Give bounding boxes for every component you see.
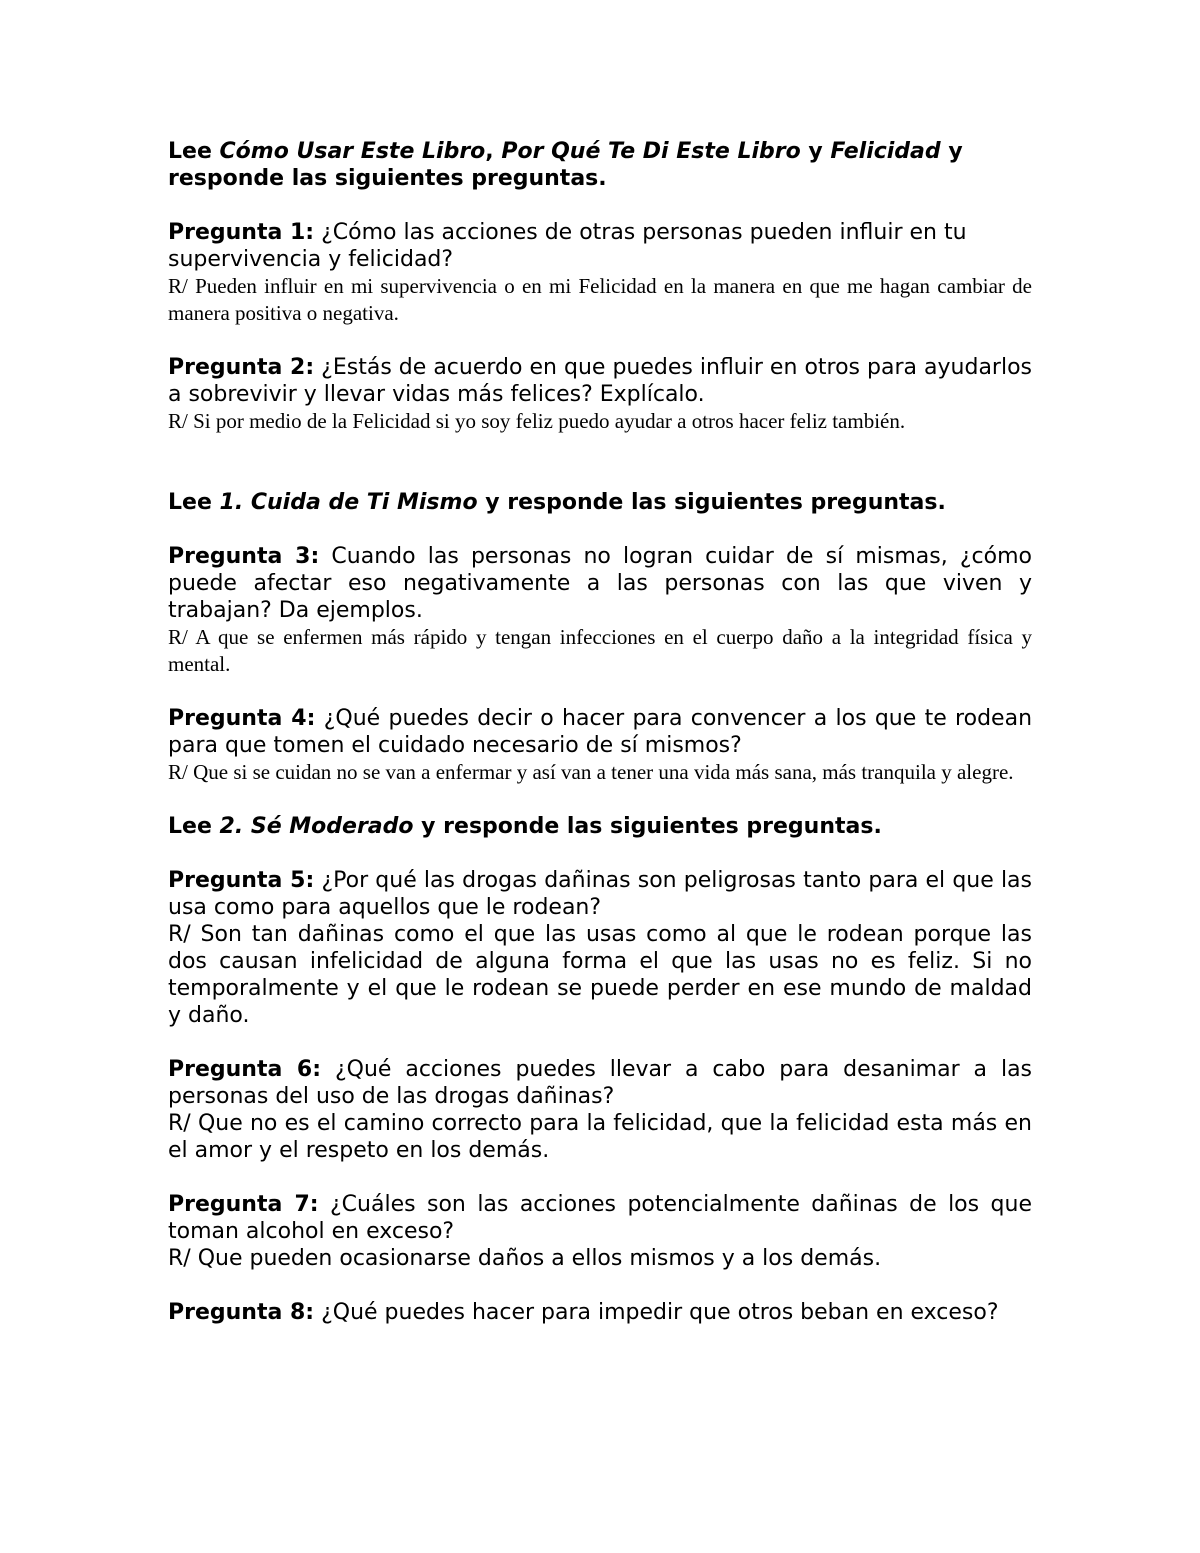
question-3-text: Cuando las personas no logran cuidar de sí mismas, ¿cómo puede afectar eso negativamente a las personas con las que viven y trabajan? Da ejemplos. <box>168 544 1033 623</box>
question-8 <box>168 1299 1032 1326</box>
answer-5: R/ Son tan dañinas como el que las usas como al que le rodean porque las dos causan infelicidad de alguna forma el que las usas no es feliz. Si no temporalmente y el que le rodean se puede perder en ese mundo de maldad y daño. <box>168 922 1032 1028</box>
question-2-text: ¿Estás de acuerdo en que puedes influir en otros para ayudarlos a sobrevivir y llevar vidas más felices? Explícalo. <box>168 355 1033 407</box>
question-1-label: Pregunta 1: <box>168 220 315 245</box>
question-1 <box>168 219 1032 273</box>
section-1-end: y responde las siguientes preguntas. <box>168 139 963 191</box>
section-1-title-2: Por Qué Te Di Este Libro <box>501 139 801 164</box>
question-2 <box>168 354 1032 408</box>
section-2-lee: Lee <box>168 490 220 515</box>
question-5-text: ¿Por qué las drogas dañinas son peligrosas tanto para el que las usa como para aquellos que le rodean? <box>168 868 1033 920</box>
question-8-text: ¿Qué puedes hacer para impedir que otros beban en exceso? <box>314 1300 999 1325</box>
question-2-label: Pregunta 2: <box>168 355 315 380</box>
section-2-end: y responde las siguientes preguntas. <box>477 490 946 515</box>
answer-6: R/ Que no es el camino correcto para la felicidad, que la felicidad esta más en el amor y el respeto en los demás. <box>168 1111 1032 1163</box>
section-1-sep-1: , <box>485 139 502 164</box>
question-7-text: ¿Cuáles son las acciones potencialmente dañinas de los que toman alcohol en exceso? <box>168 1192 1032 1244</box>
question-7-label: Pregunta 7: <box>168 1192 319 1217</box>
question-1-text: ¿Cómo las acciones de otras personas pueden influir en tu supervivencia y felicidad? <box>168 220 967 272</box>
section-1-title-1: Cómo Usar Este Libro <box>219 139 486 164</box>
section-2-title: 1. Cuida de Ti Mismo <box>219 490 478 515</box>
question-4-text: ¿Qué puedes decir o hacer para convencer a los que te rodean para que tomen el cuidado necesario de sí mismos? <box>168 706 1033 758</box>
question-4-label: Pregunta 4: <box>168 706 316 731</box>
question-3-label: Pregunta 3: <box>168 544 320 569</box>
question-5 <box>168 867 1032 921</box>
section-1-sep-2: y <box>800 139 831 164</box>
answer-1: R/ Pueden influir en mi supervivencia o en mi Felicidad en la manera en que me hagan cambiar de manera positiva o negativa. <box>168 274 1032 325</box>
question-5-label: Pregunta 5: <box>168 868 315 893</box>
section-3-lee: Lee <box>168 814 220 839</box>
section-3-title: 2. Sé Moderado <box>219 814 414 839</box>
question-3 <box>168 543 1032 624</box>
section-1-heading <box>168 138 1032 192</box>
question-4 <box>168 705 1032 759</box>
section-1-title-3: Felicidad <box>830 139 941 164</box>
section-3-heading <box>168 813 1032 840</box>
document-page <box>168 138 1032 1326</box>
section-1-lee: Lee <box>168 139 220 164</box>
answer-4: R/ Que si se cuidan no se van a enfermar y así van a tener una vida más sana, más tranquila y alegre. <box>168 760 1014 784</box>
section-3-end: y responde las siguientes preguntas. <box>413 814 882 839</box>
section-2-heading <box>168 489 1032 516</box>
question-7 <box>168 1191 1032 1245</box>
question-8-label: Pregunta 8: <box>168 1300 315 1325</box>
answer-3: R/ A que se enfermen más rápido y tengan infecciones en el cuerpo daño a la integridad física y mental. <box>168 625 1032 676</box>
answer-7: R/ Que pueden ocasionarse daños a ellos mismos y a los demás. <box>168 1246 882 1271</box>
question-6 <box>168 1056 1032 1110</box>
question-6-label: Pregunta 6: <box>168 1057 322 1082</box>
answer-2: R/ Si por medio de la Felicidad si yo soy feliz puedo ayudar a otros hacer feliz también. <box>168 409 906 433</box>
question-6-text: ¿Qué acciones puedes llevar a cabo para desanimar a las personas del uso de las drogas dañinas? <box>168 1057 1033 1109</box>
